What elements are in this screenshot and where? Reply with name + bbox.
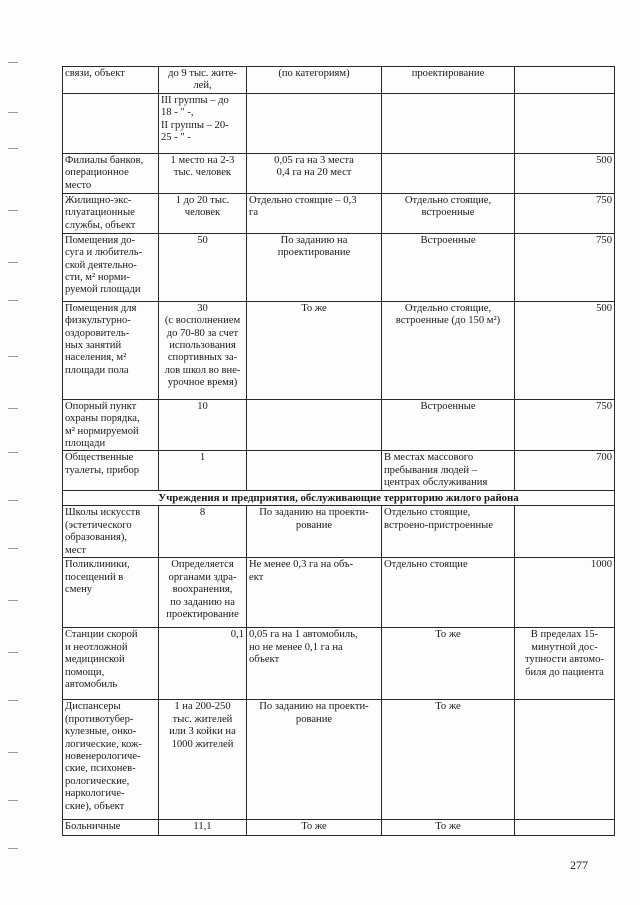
section-title: Учреждения и предприятия, обслуживающие территорию жилого района (63, 491, 615, 506)
cell-qty: III группы – до 18 - " -, II группы – 20- 25 - " - (159, 93, 247, 153)
cell-qty: 1 (159, 451, 247, 491)
cell-radius: 750 (515, 233, 615, 301)
cell-name: связи, объект (63, 67, 159, 94)
cell-land: Отдельно стоящие – 0,3 га (247, 193, 382, 233)
cell-qty: 1 место на 2-3 тыс. человек (159, 153, 247, 193)
cell-radius (515, 67, 615, 94)
cell-land: По заданию на проектирование (247, 233, 382, 301)
cell-land (247, 93, 382, 153)
cell-name: Помещения для физкультурно- оздоровитель- ных занятий населения, м² площади пола (63, 301, 159, 399)
table-row (63, 700, 615, 820)
cell-land (247, 451, 382, 491)
cell-place: Отдельно стоящие (382, 558, 515, 628)
cell-name: Школы искусств (эстетического образования), мест (63, 506, 159, 558)
table-row (63, 67, 615, 94)
table-row (63, 193, 615, 233)
table-row (63, 301, 615, 399)
cell-name: Больничные (63, 820, 159, 836)
cell-qty: 30 (с восполнением до 70-80 за счет использования спортивных за- лов школ во вне- урочное время) (159, 301, 247, 399)
cell-radius: 500 (515, 153, 615, 193)
cell-radius: 500 (515, 301, 615, 399)
cell-land: (по категориям) (247, 67, 382, 94)
cell-name: Помещения до- суга и любитель- ской деятельно- сти, м² норми- руемой площади (63, 233, 159, 301)
cell-qty: до 9 тыс. жите- лей, (159, 67, 247, 94)
cell-name: Станции скорой и неотложной медицинской помощи, автомобиль (63, 628, 159, 700)
cell-qty: 0,1 (159, 628, 247, 700)
cell-radius (515, 506, 615, 558)
cell-land: 0,05 га на 3 места 0,4 га на 20 мест (247, 153, 382, 193)
cell-name: Поликлиники, посещений в смену (63, 558, 159, 628)
cell-qty: 11,1 (159, 820, 247, 836)
cell-name: Диспансеры (противотубер- кулезные, онко- логические, кож- новенерологиче- ские, психонев- рологические, наркологиче- ские), объект (63, 700, 159, 820)
cell-place (382, 153, 515, 193)
cell-radius: 750 (515, 399, 615, 451)
cell-qty: 10 (159, 399, 247, 451)
cell-qty: 1 до 20 тыс. человек (159, 193, 247, 233)
cell-radius (515, 700, 615, 820)
cell-land: По заданию на проекти- рование (247, 700, 382, 820)
page-number: 277 (570, 858, 588, 872)
table-row (63, 451, 615, 491)
cell-radius: 1000 (515, 558, 615, 628)
cell-place: проектирование (382, 67, 515, 94)
scan-margin-marks (0, 0, 30, 905)
cell-place: Отдельно стоящие, встроенные (382, 193, 515, 233)
cell-qty: 50 (159, 233, 247, 301)
section-header (63, 491, 615, 506)
cell-place: То же (382, 820, 515, 836)
table-row (63, 820, 615, 836)
table-row (63, 399, 615, 451)
cell-land: То же (247, 301, 382, 399)
cell-name: Общественные туалеты, прибор (63, 451, 159, 491)
cell-place: Встроенные (382, 399, 515, 451)
cell-place: Отдельно стоящие, встроено-пристроенные (382, 506, 515, 558)
cell-radius: В пределах 15- минутной дос- тупности автомо- биля до пациента (515, 628, 615, 700)
cell-land: По заданию на проекти- рование (247, 506, 382, 558)
cell-name: Филиалы банков, операционное место (63, 153, 159, 193)
norms-table (62, 66, 615, 836)
table-body-part-b (63, 506, 615, 836)
cell-name: Опорный пункт охраны порядка, м² нормируемой площади (63, 399, 159, 451)
cell-land: 0,05 га на 1 автомобиль, но не менее 0,1 га на объект (247, 628, 382, 700)
cell-name (63, 93, 159, 153)
cell-land: Не менее 0,3 га на объ- ект (247, 558, 382, 628)
cell-qty: 8 (159, 506, 247, 558)
cell-place: Встроенные (382, 233, 515, 301)
table-row (63, 506, 615, 558)
cell-place: То же (382, 628, 515, 700)
cell-qty: Определяется органами здра- воохранения, по заданию на проектирование (159, 558, 247, 628)
cell-place: В местах массового пребывания людей – центрах обслуживания (382, 451, 515, 491)
cell-land (247, 399, 382, 451)
cell-radius (515, 820, 615, 836)
cell-qty: 1 на 200-250 тыс. жителей или 3 койки на 1000 жителей (159, 700, 247, 820)
table-row (63, 558, 615, 628)
cell-name: Жилищно-экс- плуатационные службы, объект (63, 193, 159, 233)
cell-radius: 750 (515, 193, 615, 233)
cell-radius: 700 (515, 451, 615, 491)
cell-land: То же (247, 820, 382, 836)
cell-radius (515, 93, 615, 153)
table-row (63, 628, 615, 700)
table-row (63, 153, 615, 193)
cell-place: Отдельно стоящие, встроенные (до 150 м²) (382, 301, 515, 399)
table-row (63, 93, 615, 153)
cell-place: То же (382, 700, 515, 820)
table-body-part-a (63, 67, 615, 491)
cell-place (382, 93, 515, 153)
table-row (63, 233, 615, 301)
